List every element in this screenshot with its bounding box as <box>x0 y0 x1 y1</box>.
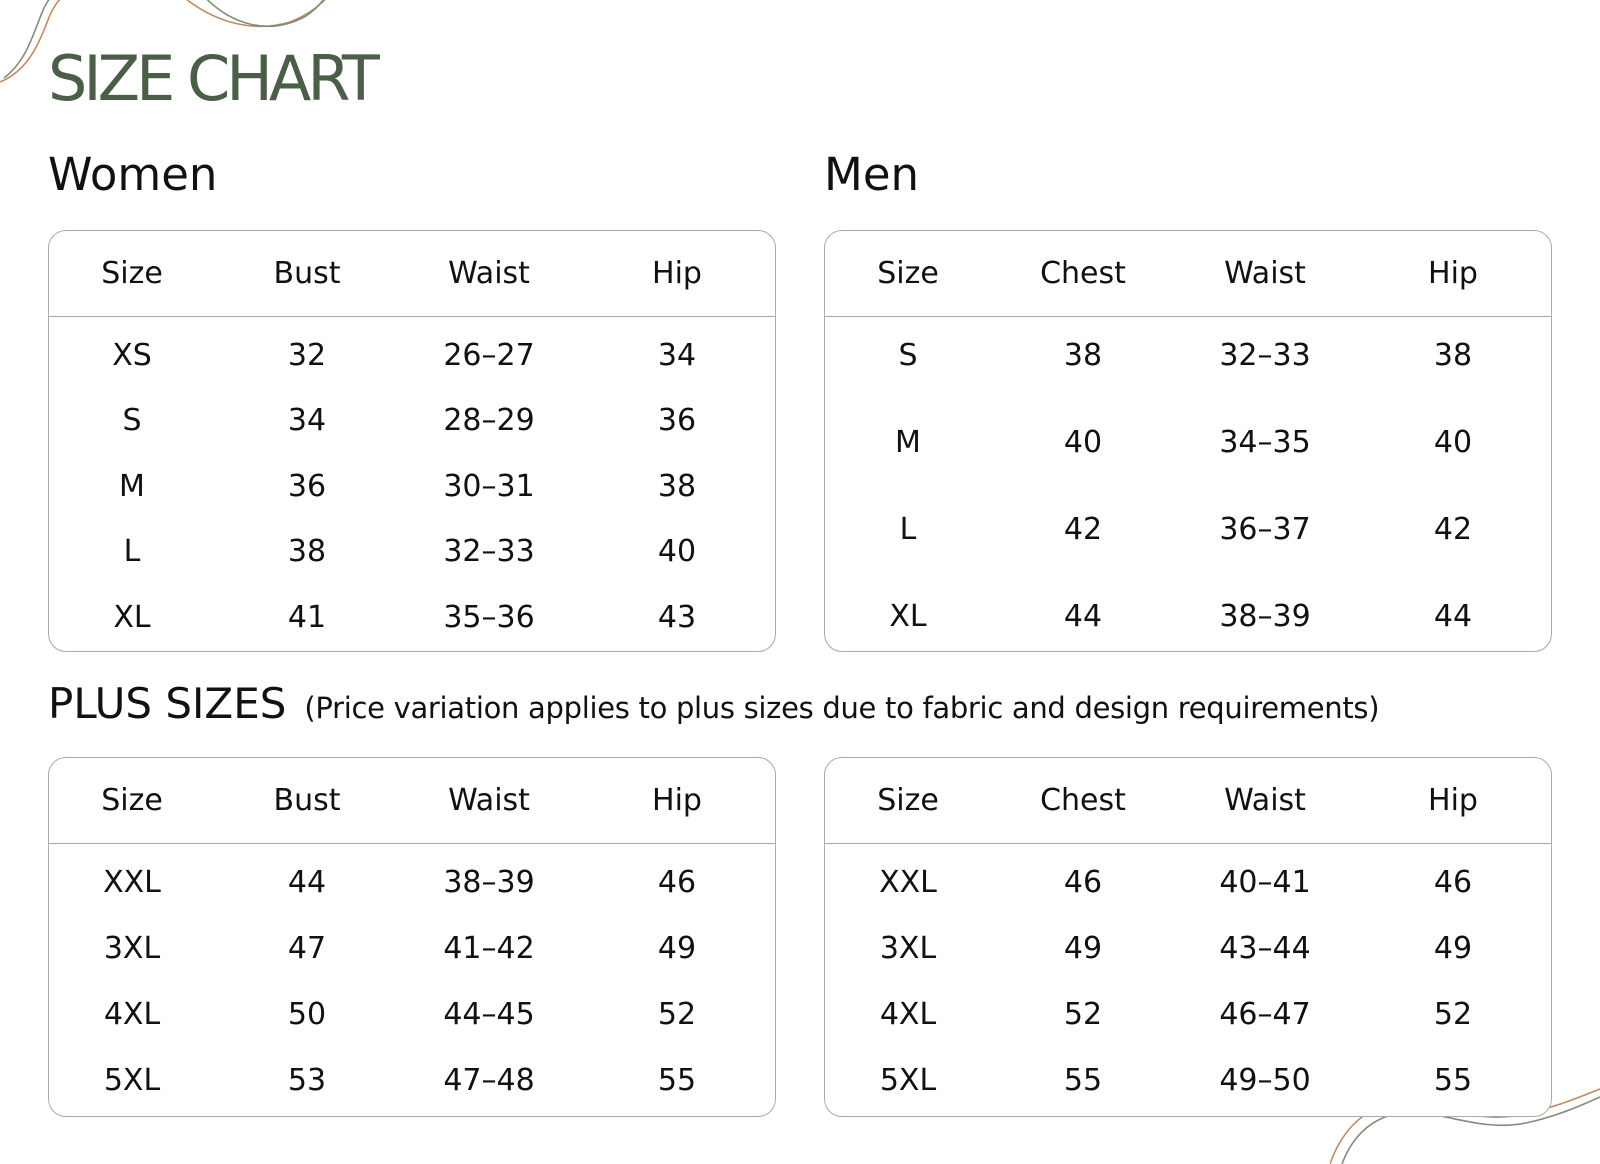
waist-cell: 43–44 <box>1219 930 1311 966</box>
size-cell: S <box>122 403 142 438</box>
table-row <box>49 988 775 1040</box>
table-row <box>49 1054 775 1106</box>
table-row <box>825 922 1551 974</box>
waist-cell: 34–35 <box>1219 424 1311 460</box>
hip-cell: 36 <box>657 403 697 438</box>
table-row <box>49 329 775 381</box>
size-cell: S <box>898 337 918 373</box>
hip-cell: 49 <box>1433 930 1473 966</box>
size-cell: XXL <box>879 864 937 900</box>
hip-cell: 52 <box>1433 996 1473 1032</box>
waist-cell: 38–39 <box>443 864 535 900</box>
hip-cell: 55 <box>657 1062 697 1098</box>
size-cell: XL <box>113 599 151 635</box>
size-cell: L <box>899 512 917 548</box>
chest-cell: 55 <box>1063 1062 1103 1098</box>
bust-cell: 38 <box>287 534 327 569</box>
table-row <box>49 856 775 908</box>
size-cell: L <box>123 534 141 569</box>
hip-cell: 52 <box>657 996 697 1032</box>
hip-cell: 43 <box>657 599 697 635</box>
size-cell: M <box>895 424 921 460</box>
bust-cell: 32 <box>287 337 327 373</box>
chest-cell: 49 <box>1063 930 1103 966</box>
waist-cell: 38–39 <box>1219 599 1311 635</box>
hip-cell: 40 <box>1433 424 1473 460</box>
table-header-row <box>825 758 1551 844</box>
column-header-bust: Bust <box>273 256 341 291</box>
waist-cell: 47–48 <box>443 1062 535 1098</box>
men-heading: Men <box>824 148 920 201</box>
bust-cell: 34 <box>287 403 327 438</box>
column-header-waist: Waist <box>448 256 530 291</box>
column-header-waist: Waist <box>1224 783 1306 818</box>
table-body <box>49 844 775 1116</box>
hip-cell: 34 <box>657 337 697 373</box>
table-body <box>825 844 1551 1116</box>
waist-cell: 41–42 <box>443 930 535 966</box>
table-header-row <box>49 758 775 844</box>
waist-cell: 26–27 <box>443 337 535 373</box>
plus-men-size-table <box>824 757 1552 1117</box>
plus-sizes-heading-row <box>48 679 1552 728</box>
plus-sizes-heading: PLUS SIZES <box>48 679 287 728</box>
table-row <box>825 504 1551 556</box>
waist-cell: 35–36 <box>443 599 535 635</box>
table-row <box>49 526 775 578</box>
size-cell: M <box>119 468 145 504</box>
column-header-hip: Hip <box>1428 256 1478 291</box>
size-cell: 5XL <box>103 1062 161 1098</box>
bust-cell: 53 <box>287 1062 327 1098</box>
bust-cell: 47 <box>287 930 327 966</box>
waist-cell: 40–41 <box>1219 864 1311 900</box>
waist-cell: 49–50 <box>1219 1062 1311 1098</box>
column-header-size: Size <box>101 783 163 818</box>
waist-cell: 32–33 <box>443 534 535 569</box>
table-row <box>49 460 775 512</box>
size-cell: 4XL <box>879 996 937 1032</box>
table-row <box>49 922 775 974</box>
hip-cell: 44 <box>1433 599 1473 635</box>
column-header-waist: Waist <box>448 783 530 818</box>
plus-sizes-note: (Price variation applies to plus sizes due to fabric and design requirements) <box>304 691 1380 725</box>
hip-cell: 42 <box>1433 512 1473 548</box>
column-header-chest: Chest <box>1040 256 1126 291</box>
size-cell: XXL <box>103 864 161 900</box>
plus-women-size-table <box>48 757 776 1117</box>
bust-cell: 44 <box>287 864 327 900</box>
hip-cell: 46 <box>657 864 697 900</box>
table-row <box>825 988 1551 1040</box>
bust-cell: 36 <box>287 468 327 504</box>
hip-cell: 46 <box>1433 864 1473 900</box>
table-body <box>825 317 1551 651</box>
waist-cell: 46–47 <box>1219 996 1311 1032</box>
table-row <box>825 329 1551 381</box>
size-cell: 3XL <box>103 930 161 966</box>
table-row <box>825 591 1551 643</box>
women-heading: Women <box>48 148 218 201</box>
chest-cell: 42 <box>1063 512 1103 548</box>
table-row <box>49 591 775 643</box>
size-cell: 4XL <box>103 996 161 1032</box>
column-header-hip: Hip <box>652 783 702 818</box>
waist-cell: 30–31 <box>443 468 535 504</box>
column-header-hip: Hip <box>652 256 702 291</box>
table-row <box>49 395 775 447</box>
page-title: SIZE CHART <box>48 42 376 115</box>
column-header-size: Size <box>877 256 939 291</box>
table-header-row <box>49 231 775 317</box>
chest-cell: 40 <box>1063 424 1103 460</box>
size-cell: XL <box>889 599 927 635</box>
size-cell: 3XL <box>879 930 937 966</box>
column-header-waist: Waist <box>1224 256 1306 291</box>
column-header-chest: Chest <box>1040 783 1126 818</box>
table-row <box>825 1054 1551 1106</box>
size-cell: XS <box>112 337 152 373</box>
column-header-size: Size <box>877 783 939 818</box>
men-size-table <box>824 230 1552 652</box>
bust-cell: 50 <box>287 996 327 1032</box>
column-header-size: Size <box>101 256 163 291</box>
waist-cell: 28–29 <box>443 403 535 438</box>
hip-cell: 49 <box>657 930 697 966</box>
table-body <box>49 317 775 651</box>
waist-cell: 36–37 <box>1219 512 1311 548</box>
hip-cell: 55 <box>1433 1062 1473 1098</box>
women-size-table <box>48 230 776 652</box>
hip-cell: 38 <box>657 468 697 504</box>
column-header-hip: Hip <box>1428 783 1478 818</box>
size-cell: 5XL <box>879 1062 937 1098</box>
chest-cell: 44 <box>1063 599 1103 635</box>
waist-cell: 44–45 <box>443 996 535 1032</box>
chest-cell: 46 <box>1063 864 1103 900</box>
hip-cell: 38 <box>1433 337 1473 373</box>
table-row <box>825 856 1551 908</box>
chest-cell: 38 <box>1063 337 1103 373</box>
chest-cell: 52 <box>1063 996 1103 1032</box>
waist-cell: 32–33 <box>1219 337 1311 373</box>
hip-cell: 40 <box>657 534 697 569</box>
column-header-bust: Bust <box>273 783 341 818</box>
table-header-row <box>825 231 1551 317</box>
table-row <box>825 416 1551 468</box>
bust-cell: 41 <box>287 599 327 635</box>
